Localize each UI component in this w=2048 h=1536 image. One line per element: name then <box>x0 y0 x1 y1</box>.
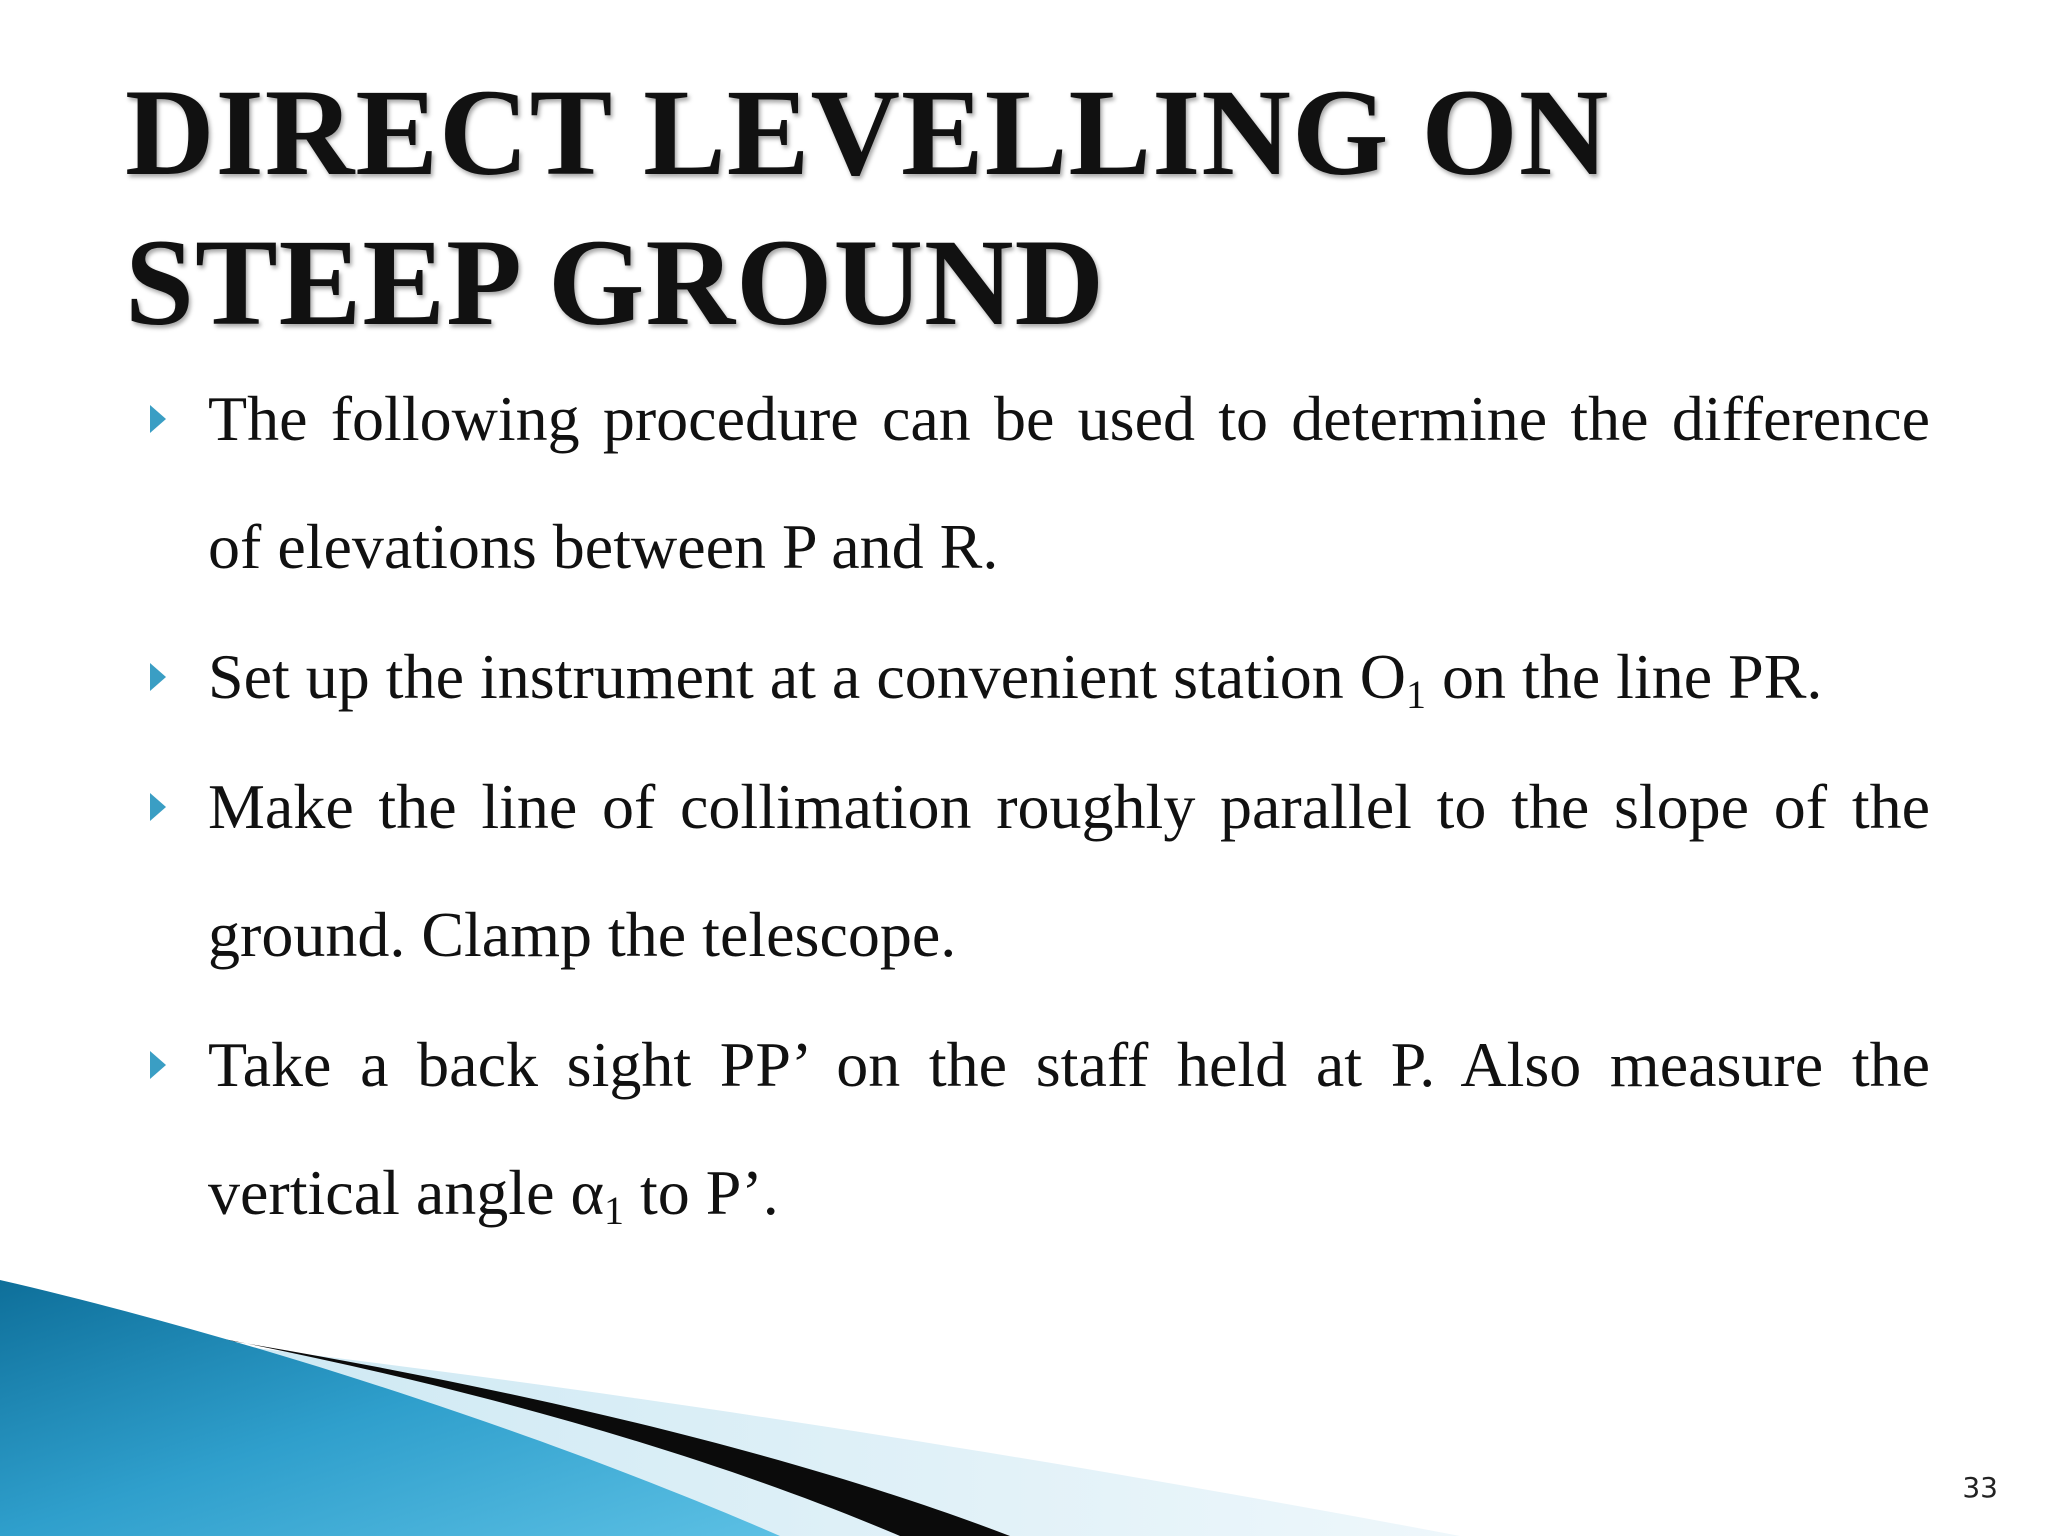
title-line-2: STEEP GROUND <box>125 214 1106 351</box>
bullet-text-2-end: on the line PR. <box>1425 641 1823 712</box>
bullet-item-4 <box>150 1001 1930 1257</box>
bullet-text-4: Take a back sight PP’ on the staff held at P. Also measure the <box>208 1029 1930 1100</box>
bullet-text-4-end: to P’. <box>624 1157 779 1228</box>
bullet-text-2: Set up the instrument at a convenient station O <box>208 641 1406 712</box>
bullet-list <box>150 355 1930 1259</box>
bullet-text-1: The following procedure can be used to determine the difference of elevations between P and R. <box>208 383 1930 582</box>
triangle-right-icon <box>150 793 166 821</box>
bullet-text-4-line2: vertical angle α <box>208 1157 604 1228</box>
page-number: 33 <box>1962 1471 1998 1504</box>
title-line-1: DIRECT LEVELLING ON <box>125 64 1610 201</box>
subscript-1: 1 <box>1405 672 1426 717</box>
bullet-item-2 <box>150 613 1930 741</box>
bullet-item-1 <box>150 355 1930 611</box>
slide-title <box>125 58 1925 358</box>
triangle-right-icon <box>150 405 166 433</box>
triangle-right-icon <box>150 1051 166 1079</box>
bullet-item-3 <box>150 743 1930 999</box>
triangle-right-icon <box>150 663 166 691</box>
bullet-text-3: Make the line of collimation roughly parallel to the slope of the ground. Clamp the telescope. <box>208 771 1930 970</box>
decorative-swoosh <box>0 1280 2048 1536</box>
subscript-alpha-1: 1 <box>604 1188 624 1233</box>
